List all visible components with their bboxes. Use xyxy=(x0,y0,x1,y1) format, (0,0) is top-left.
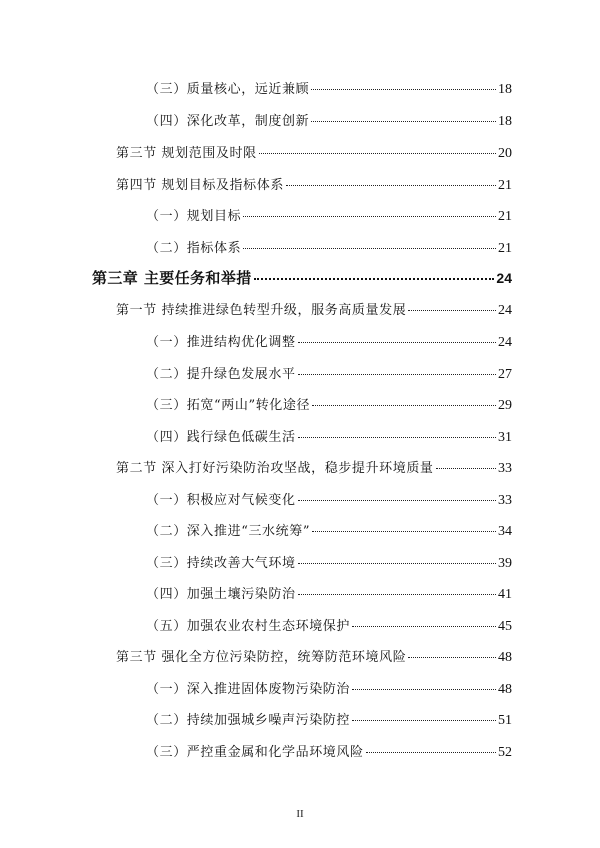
toc-entry-title: 第四节 规划目标及指标体系 xyxy=(116,178,284,193)
dot-leader xyxy=(352,626,496,627)
toc-entry-page: 51 xyxy=(498,713,512,728)
toc-entry-title: 第三节 强化全方位污染防控，统筹防范环境风险 xyxy=(116,650,407,665)
toc-entry-page: 34 xyxy=(498,524,512,539)
dot-leader xyxy=(311,121,496,122)
toc-entry-title: （三）持续改善大气环境 xyxy=(146,556,296,571)
dot-leader xyxy=(366,752,496,753)
dot-leader xyxy=(286,185,496,186)
toc-entry[interactable] xyxy=(146,113,512,131)
dot-leader xyxy=(298,594,496,595)
toc-entry[interactable] xyxy=(146,712,512,730)
toc-entry-page: 39 xyxy=(498,556,512,571)
toc-entry-page: 18 xyxy=(498,114,512,129)
toc-entry-page: 48 xyxy=(498,682,512,697)
dot-leader xyxy=(298,342,496,343)
toc-entry-title: （一）规划目标 xyxy=(146,209,242,224)
dot-leader xyxy=(243,216,496,217)
toc-entry[interactable] xyxy=(146,81,512,99)
toc-entry-page: 48 xyxy=(498,650,512,665)
toc-entry[interactable] xyxy=(146,523,512,541)
toc-entry-page: 29 xyxy=(498,398,512,413)
toc-entry-page: 27 xyxy=(498,367,512,382)
page-number: II xyxy=(296,808,304,820)
dot-leader xyxy=(436,468,496,469)
toc-entry-page: 33 xyxy=(498,461,512,476)
dot-leader xyxy=(311,89,496,90)
toc-entry[interactable] xyxy=(146,334,512,352)
dot-leader xyxy=(254,278,495,280)
dot-leader xyxy=(352,720,496,721)
toc-entry-page: 31 xyxy=(498,430,512,445)
toc-entry-page: 18 xyxy=(498,82,512,97)
toc-entry[interactable] xyxy=(146,681,512,699)
dot-leader xyxy=(298,437,496,438)
dot-leader xyxy=(298,374,496,375)
toc-entry[interactable] xyxy=(146,555,512,573)
toc-entry-page: 20 xyxy=(498,146,512,161)
dot-leader xyxy=(408,310,496,311)
toc-entry[interactable] xyxy=(116,145,512,163)
toc-entry-chapter[interactable] xyxy=(92,269,512,287)
toc-entry[interactable] xyxy=(146,492,512,510)
toc-entry-title: （二）持续加强城乡噪声污染防控 xyxy=(146,713,351,728)
toc-entry-title: 第二节 深入打好污染防治攻坚战，稳步提升环境质量 xyxy=(116,461,434,476)
toc-entry[interactable] xyxy=(116,177,512,195)
toc-entry[interactable] xyxy=(146,618,512,636)
dot-leader xyxy=(352,689,496,690)
dot-leader xyxy=(408,657,496,658)
toc-entry-title: （五）加强农业农村生态环境保护 xyxy=(146,619,351,634)
toc-entry-page: 41 xyxy=(498,587,512,602)
dot-leader xyxy=(312,405,496,406)
dot-leader xyxy=(259,153,496,154)
dot-leader xyxy=(298,563,496,564)
toc-entry[interactable] xyxy=(146,240,512,258)
toc-entry-title: （一）推进结构优化调整 xyxy=(146,335,296,350)
toc-entry-title: （三）质量核心，远近兼顾 xyxy=(146,82,310,97)
toc-entry-page: 24 xyxy=(496,270,512,286)
toc-entry-title: 第三章 主要任务和举措 xyxy=(92,269,252,287)
toc-entry-title: （一）深入推进固体废物污染防治 xyxy=(146,682,351,697)
toc-entry[interactable] xyxy=(146,744,512,762)
toc-entry[interactable] xyxy=(116,649,512,667)
toc-entry-page: 21 xyxy=(498,241,512,256)
toc-entry-title: （一）积极应对气候变化 xyxy=(146,493,296,508)
toc-entry-title: （三）严控重金属和化学品环境风险 xyxy=(146,745,364,760)
dot-leader xyxy=(312,531,496,532)
toc-entry[interactable] xyxy=(116,460,512,478)
dot-leader xyxy=(243,248,496,249)
toc-entry-title: 第三节 规划范围及时限 xyxy=(116,146,257,161)
toc-entry-page: 21 xyxy=(498,178,512,193)
toc-entry[interactable] xyxy=(146,586,512,604)
toc-entry[interactable] xyxy=(116,302,512,320)
toc-entry-page: 21 xyxy=(498,209,512,224)
toc-entry-page: 33 xyxy=(498,493,512,508)
toc-entry-page: 45 xyxy=(498,619,512,634)
toc-entry-title: （三）拓宽“两山”转化途径 xyxy=(146,398,311,413)
toc-entry-title: （二）指标体系 xyxy=(146,241,242,256)
toc-entry-title: 第一节 持续推进绿色转型升级，服务高质量发展 xyxy=(116,303,407,318)
toc-entry-title: （四）深化改革，制度创新 xyxy=(146,114,310,129)
toc-entry-title: （二）提升绿色发展水平 xyxy=(146,367,296,382)
toc-entry[interactable] xyxy=(146,366,512,384)
toc-entry-page: 24 xyxy=(498,335,512,350)
toc-entry-title: （四）加强土壤污染防治 xyxy=(146,587,296,602)
toc-entry-title: （二）深入推进“三水统筹” xyxy=(146,524,311,539)
toc-entry-page: 24 xyxy=(498,303,512,318)
toc-entry[interactable] xyxy=(146,208,512,226)
toc-entry[interactable] xyxy=(146,429,512,447)
toc-entry-page: 52 xyxy=(498,745,512,760)
toc-entry-title: （四）践行绿色低碳生活 xyxy=(146,430,296,445)
toc-entry[interactable] xyxy=(146,397,512,415)
dot-leader xyxy=(298,500,496,501)
